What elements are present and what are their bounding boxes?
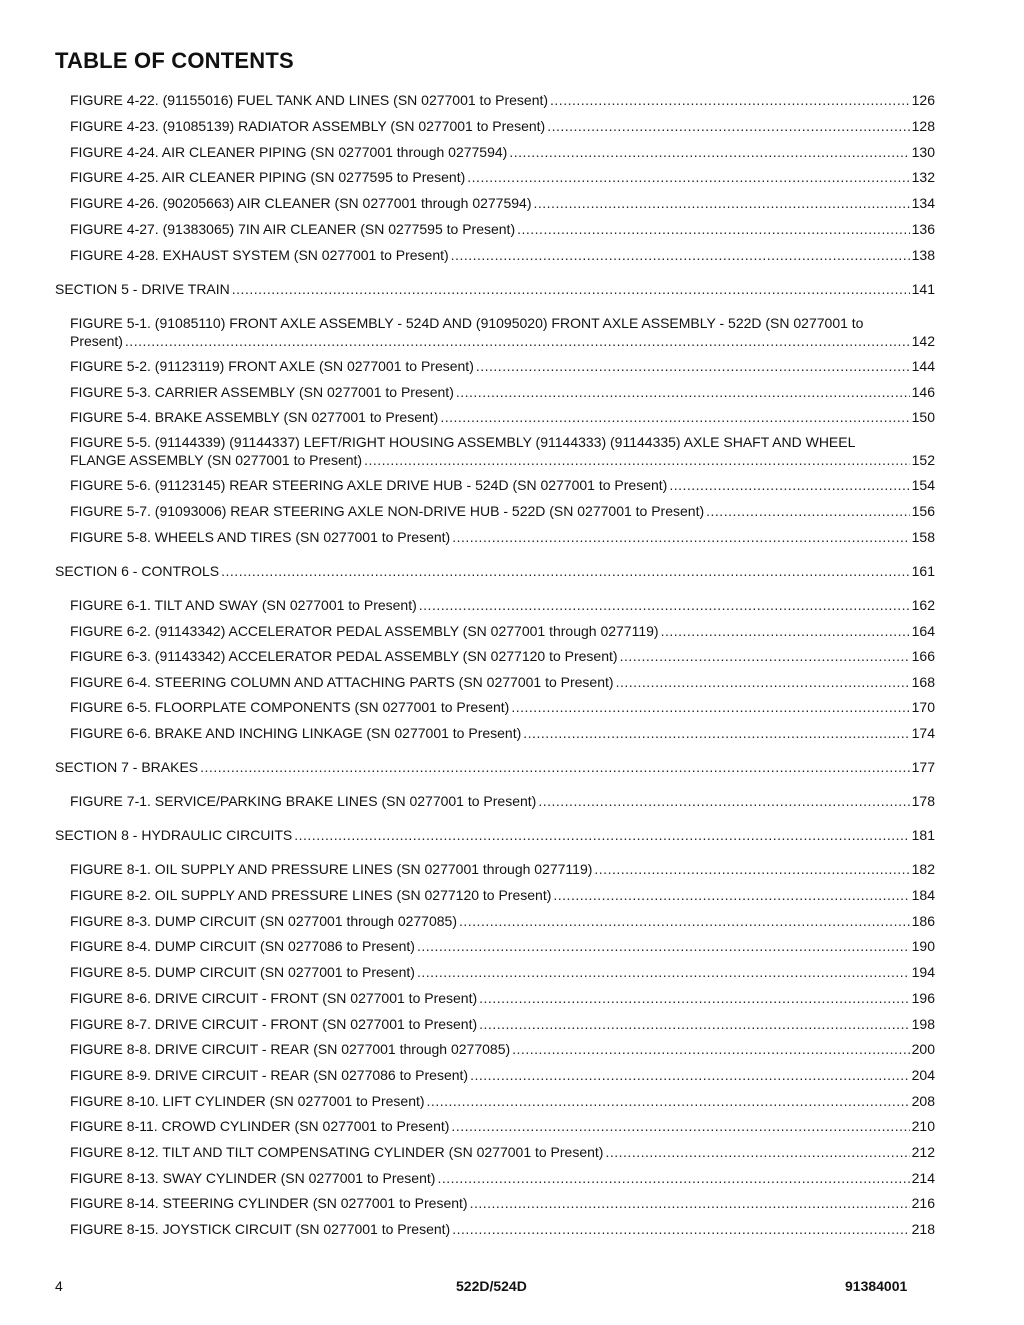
toc-figure-entry[interactable]	[70, 220, 935, 238]
dot-leader	[470, 1194, 910, 1212]
toc-figure-entry[interactable]	[70, 91, 935, 109]
toc-entry-title: FIGURE 6-3. (91143342) ACCELERATOR PEDAL ASSEMBLY (SN 0277120 to Present)	[70, 648, 618, 664]
toc-figure-entry[interactable]	[70, 596, 935, 614]
dot-leader	[451, 246, 910, 264]
toc-entry-page: 142	[911, 333, 935, 349]
footer-model: 522D/524D	[456, 1278, 527, 1294]
toc-entry-page: 174	[911, 725, 935, 741]
dot-leader	[417, 937, 910, 955]
toc-figure-entry[interactable]	[70, 937, 935, 955]
toc-entry-title: FIGURE 5-7. (91093006) REAR STEERING AXLE NON-DRIVE HUB - 522D (SN 0277001 to Present)	[70, 503, 705, 519]
dot-leader	[467, 168, 909, 186]
toc-entry-title: FIGURE 8-2. OIL SUPPLY AND PRESSURE LINES (SN 0277120 to Present)	[70, 887, 552, 903]
toc-entry-title: FIGURE 4-27. (91383065) 7IN AIR CLEANER (SN 0277595 to Present)	[70, 221, 516, 237]
page-title: TABLE OF CONTENTS	[55, 48, 294, 73]
toc-entry-page: 196	[911, 990, 935, 1006]
toc-entry-title: FIGURE 8-3. DUMP CIRCUIT (SN 0277001 through 0277085)	[70, 913, 457, 929]
toc-entry-title: FIGURE 5-4. BRAKE ASSEMBLY (SN 0277001 to Present)	[70, 409, 439, 425]
toc-figure-entry[interactable]	[70, 963, 935, 981]
toc-entry-title: FIGURE 4-23. (91085139) RADIATOR ASSEMBLY (SN 0277001 to Present)	[70, 118, 546, 134]
toc-entry-page: 204	[911, 1067, 935, 1083]
dot-leader	[534, 194, 910, 212]
toc-entry-title: FIGURE 4-25. AIR CLEANER PIPING (SN 0277595 to Present)	[70, 169, 466, 185]
dot-leader	[200, 758, 909, 776]
toc-entry-page: 216	[911, 1195, 935, 1211]
dot-leader	[294, 826, 909, 844]
dot-leader	[440, 408, 909, 426]
footer-page-number: 4	[55, 1278, 63, 1294]
toc-entry-title: FIGURE 4-24. AIR CLEANER PIPING (SN 0277001 through 0277594)	[70, 144, 508, 160]
toc-entry-page: 162	[911, 597, 935, 613]
toc-entry-page: 126	[911, 92, 935, 108]
toc-entry-page: 170	[911, 699, 935, 715]
toc-entry-title: SECTION 5 - DRIVE TRAIN	[55, 281, 230, 297]
toc-figure-entry[interactable]	[70, 117, 935, 135]
toc-figure-entry[interactable]	[70, 989, 935, 1007]
toc-entry-page: 218	[911, 1221, 935, 1237]
toc-entry-title: FIGURE 8-7. DRIVE CIRCUIT - FRONT (SN 0277001 to Present)	[70, 1016, 478, 1032]
toc-figure-entry[interactable]	[70, 408, 935, 426]
toc-entry-page: 212	[911, 1144, 935, 1160]
toc-entry-title: FIGURE 8-14. STEERING CYLINDER (SN 0277001 to Present)	[70, 1195, 468, 1211]
dot-leader	[452, 1220, 909, 1238]
toc-figure-entry[interactable]	[70, 433, 935, 469]
toc-entry-title: FIGURE 8-5. DUMP CIRCUIT (SN 0277001 to Present)	[70, 964, 415, 980]
dot-leader	[523, 724, 909, 742]
toc-section-entry[interactable]	[55, 280, 935, 298]
toc-entry-title: FIGURE 8-10. LIFT CYLINDER (SN 0277001 to Present)	[70, 1093, 425, 1109]
toc-figure-entry[interactable]	[70, 1117, 935, 1135]
toc-entry-page: 178	[911, 793, 935, 809]
toc-entry-title: FIGURE 6-6. BRAKE AND INCHING LINKAGE (SN 0277001 to Present)	[70, 725, 522, 741]
toc-figure-entry[interactable]	[70, 314, 935, 350]
toc-figure-entry[interactable]	[70, 698, 935, 716]
dot-leader	[221, 562, 910, 580]
toc-entry-title: SECTION 7 - BRAKES	[55, 759, 199, 775]
toc-entry-title: FIGURE 4-26. (90205663) AIR CLEANER (SN 0277001 through 0277594)	[70, 195, 532, 211]
dot-leader	[419, 596, 910, 614]
dot-leader	[417, 963, 910, 981]
toc-entry-page: 150	[911, 409, 935, 425]
toc-entry-title: FIGURE 7-1. SERVICE/PARKING BRAKE LINES (SN 0277001 to Present)	[70, 793, 537, 809]
toc-figure-entry[interactable]	[70, 357, 935, 375]
toc-entry-page: 130	[911, 144, 935, 160]
toc-entry-page: 146	[911, 384, 935, 400]
toc-figure-entry[interactable]	[70, 1015, 935, 1033]
toc-entry-page: 208	[911, 1093, 935, 1109]
toc-entry-page: 166	[911, 648, 935, 664]
toc-entry-title: FIGURE 6-4. STEERING COLUMN AND ATTACHING PARTS (SN 0277001 to Present)	[70, 674, 614, 690]
dot-leader	[547, 117, 909, 135]
toc-figure-entry[interactable]	[70, 1143, 935, 1161]
toc-entry-title: FIGURE 4-28. EXHAUST SYSTEM (SN 0277001 to Present)	[70, 247, 449, 263]
toc-entry-page: 158	[911, 529, 935, 545]
toc-entry-title: SECTION 6 - CONTROLS	[55, 563, 220, 579]
toc-entry-title: FIGURE 5-5. (91144339) (91144337) LEFT/RIGHT HOUSING ASSEMBLY (91144333) (91144335) AXLE SHAFT AND WHEEL	[70, 434, 856, 450]
toc-figure-entry[interactable]	[70, 647, 935, 665]
toc-entry-page: 154	[911, 477, 935, 493]
dot-leader	[470, 1066, 910, 1084]
dot-leader	[437, 1169, 909, 1187]
toc-entry-title: FIGURE 8-1. OIL SUPPLY AND PRESSURE LINES (SN 0277001 through 0277119)	[70, 861, 593, 877]
toc-figure-entry[interactable]	[70, 860, 935, 878]
dot-leader	[456, 383, 910, 401]
toc-figure-entry[interactable]	[70, 383, 935, 401]
toc-entry-page: 132	[911, 169, 935, 185]
dot-leader	[620, 647, 910, 665]
toc-entry-title: FIGURE 8-13. SWAY CYLINDER (SN 0277001 to Present)	[70, 1170, 436, 1186]
toc-entry-page: 144	[911, 358, 935, 374]
toc-figure-entry[interactable]	[70, 724, 935, 742]
toc-entry-page: 190	[911, 938, 935, 954]
toc-entry-page: 156	[911, 503, 935, 519]
dot-leader	[512, 1040, 909, 1058]
toc-figure-entry[interactable]	[70, 1220, 935, 1238]
toc-figure-entry[interactable]	[70, 168, 935, 186]
toc-entry-page: 136	[911, 221, 935, 237]
toc-entry-page: 138	[911, 247, 935, 263]
footer-doc-number: 91384001	[845, 1278, 908, 1294]
dot-leader	[125, 332, 910, 350]
toc-entry-page: 168	[911, 674, 935, 690]
toc-entry-page: 164	[911, 623, 935, 639]
dot-leader	[553, 886, 909, 904]
toc-entry-page: 128	[911, 118, 935, 134]
toc-entry-page: 181	[911, 827, 935, 843]
dot-leader	[509, 143, 909, 161]
toc-figure-entry[interactable]	[70, 528, 935, 546]
dot-leader	[517, 220, 910, 238]
toc-figure-entry[interactable]	[70, 143, 935, 161]
dot-leader	[452, 528, 909, 546]
dot-leader	[594, 860, 909, 878]
dot-leader	[476, 357, 910, 375]
toc-entry-title: FIGURE 8-4. DUMP CIRCUIT (SN 0277086 to Present)	[70, 938, 415, 954]
toc-entry-page: 152	[911, 452, 935, 468]
toc-entry-title: FIGURE 5-8. WHEELS AND TIRES (SN 0277001 to Present)	[70, 529, 451, 545]
toc-entry-title: FIGURE 6-2. (91143342) ACCELERATOR PEDAL ASSEMBLY (SN 0277001 through 0277119)	[70, 623, 659, 639]
toc-section-entry[interactable]	[55, 562, 935, 580]
toc-entry-title-continued: FLANGE ASSEMBLY (SN 0277001 to Present)	[70, 452, 363, 468]
dot-leader	[364, 451, 910, 469]
dot-leader	[479, 1015, 909, 1033]
dot-leader	[459, 912, 910, 930]
toc-entry-title: FIGURE 6-5. FLOORPLATE COMPONENTS (SN 0277001 to Present)	[70, 699, 510, 715]
dot-leader	[706, 502, 910, 520]
toc-entry-title-continued: Present)	[70, 333, 123, 349]
dot-leader	[538, 792, 909, 810]
dot-leader	[511, 698, 909, 716]
toc-figure-entry[interactable]	[70, 792, 935, 810]
dot-leader	[479, 989, 909, 1007]
toc-entry-title: FIGURE 8-15. JOYSTICK CIRCUIT (SN 0277001 to Present)	[70, 1221, 451, 1237]
toc-entry-page: 134	[911, 195, 935, 211]
toc-section-entry[interactable]	[55, 758, 935, 776]
toc-entry-title: FIGURE 5-3. CARRIER ASSEMBLY (SN 0277001 to Present)	[70, 384, 454, 400]
toc-entry-title: FIGURE 8-8. DRIVE CIRCUIT - REAR (SN 0277001 through 0277085)	[70, 1041, 511, 1057]
toc-entry-page: 198	[911, 1016, 935, 1032]
toc-entry-page: 161	[911, 563, 935, 579]
toc-entry-page: 182	[911, 861, 935, 877]
dot-leader	[550, 91, 910, 109]
toc-entry-page: 214	[911, 1170, 935, 1186]
dot-leader	[669, 476, 909, 494]
toc-figure-entry[interactable]	[70, 1092, 935, 1110]
toc-entry-title: FIGURE 4-22. (91155016) FUEL TANK AND LINES (SN 0277001 to Present)	[70, 92, 549, 108]
toc-figure-entry[interactable]	[70, 1066, 935, 1084]
toc-figure-entry[interactable]	[70, 622, 935, 640]
toc-figure-entry[interactable]	[70, 194, 935, 212]
toc-figure-entry[interactable]	[70, 1194, 935, 1212]
toc-entry-page: 186	[911, 913, 935, 929]
toc-figure-entry[interactable]	[70, 1169, 935, 1187]
toc-entry-page: 194	[911, 964, 935, 980]
toc-entry-title: FIGURE 5-1. (91085110) FRONT AXLE ASSEMBLY - 524D AND (91095020) FRONT AXLE ASSEMBLY - 522D (SN 0277001 to	[70, 315, 864, 331]
dot-leader	[605, 1143, 909, 1161]
toc-entry-title: FIGURE 8-12. TILT AND TILT COMPENSATING CYLINDER (SN 0277001 to Present)	[70, 1144, 604, 1160]
toc-figure-entry[interactable]	[70, 246, 935, 264]
toc-figure-entry[interactable]	[70, 502, 935, 520]
dot-leader	[232, 280, 910, 298]
toc-figure-entry[interactable]	[70, 673, 935, 691]
toc-entry-page: 200	[911, 1041, 935, 1057]
toc-figure-entry[interactable]	[70, 1040, 935, 1058]
toc-entry-title: FIGURE 5-6. (91123145) REAR STEERING AXLE DRIVE HUB - 524D (SN 0277001 to Present)	[70, 477, 668, 493]
dot-leader	[451, 1117, 909, 1135]
toc-entry-title: FIGURE 6-1. TILT AND SWAY (SN 0277001 to Present)	[70, 597, 417, 613]
toc-entry-title: FIGURE 8-6. DRIVE CIRCUIT - FRONT (SN 0277001 to Present)	[70, 990, 478, 1006]
toc-entry-title: FIGURE 8-11. CROWD CYLINDER (SN 0277001 to Present)	[70, 1118, 450, 1134]
toc-entry-page: 141	[911, 281, 935, 297]
toc-entry-page: 184	[911, 887, 935, 903]
toc-section-entry[interactable]	[55, 826, 935, 844]
toc-entry-title: FIGURE 5-2. (91123119) FRONT AXLE (SN 0277001 to Present)	[70, 358, 474, 374]
dot-leader	[427, 1092, 910, 1110]
dot-leader	[661, 622, 910, 640]
toc-figure-entry[interactable]	[70, 886, 935, 904]
toc-entry-page: 210	[911, 1118, 935, 1134]
toc-figure-entry[interactable]	[70, 476, 935, 494]
toc-entry-page: 177	[911, 759, 935, 775]
toc-figure-entry[interactable]	[70, 912, 935, 930]
toc-entry-title: SECTION 8 - HYDRAULIC CIRCUITS	[55, 827, 293, 843]
toc-entry-title: FIGURE 8-9. DRIVE CIRCUIT - REAR (SN 0277086 to Present)	[70, 1067, 469, 1083]
dot-leader	[616, 673, 910, 691]
